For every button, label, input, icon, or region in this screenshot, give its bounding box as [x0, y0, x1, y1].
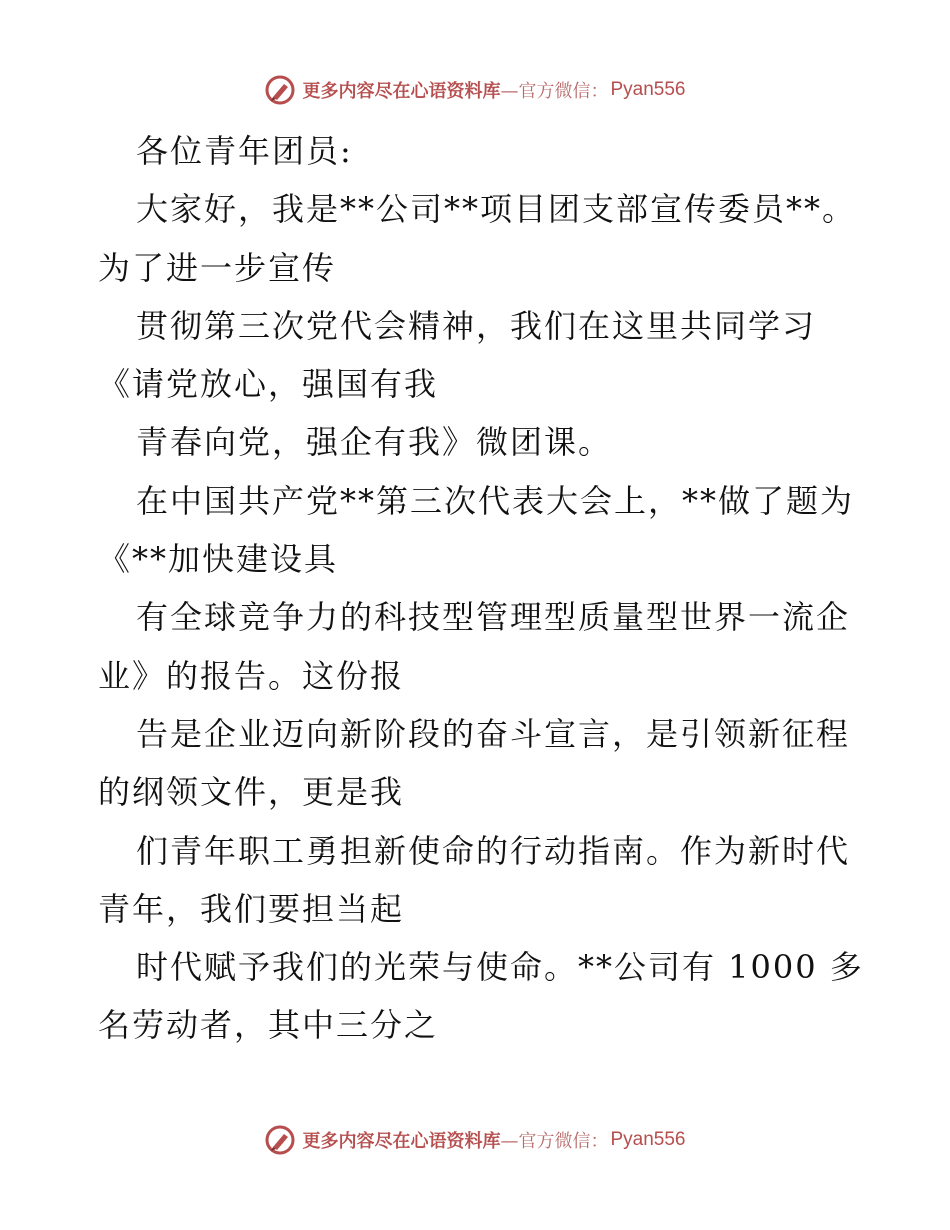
body-line: 时代赋予我们的光荣与使命。**公司有 1000 多 — [136, 948, 864, 987]
body-line: 贯彻第三次党代会精神，我们在这里共同学习 — [136, 306, 817, 345]
body-line: 青年，我们要担当起 — [98, 889, 405, 928]
banner-wechat-id: Pyan556 — [610, 1129, 686, 1150]
banner-main-text: 更多内容尽在心语资料库 — [302, 81, 501, 102]
body-line: 青春向党，强企有我》微团课。 — [136, 423, 613, 462]
header-watermark-banner — [0, 70, 950, 110]
body-line: 业》的报告。这份报 — [98, 656, 405, 695]
banner-main-text: 更多内容尽在心语资料库 — [302, 1131, 501, 1152]
body-line: 名劳动者，其中三分之 — [98, 1006, 439, 1045]
document-body — [98, 122, 864, 1055]
body-line: 在中国共产党**第三次代表大会上，**做了题为 — [136, 481, 855, 520]
pen-logo-icon — [264, 74, 296, 106]
body-line: 大家好，我是**公司**项目团支部宣传委员**。 — [136, 190, 857, 229]
body-line: 们青年职工勇担新使命的行动指南。作为新时代 — [136, 831, 851, 870]
body-line: 的纲领文件，更是我 — [98, 773, 405, 812]
body-line: 《请党放心，强国有我 — [98, 365, 439, 404]
banner-sub-text: —官方微信： — [500, 81, 609, 102]
footer-watermark-banner — [0, 1120, 950, 1160]
body-line: 各位青年团员: — [136, 132, 353, 170]
pen-logo-icon — [264, 1124, 296, 1156]
body-line: 有全球竞争力的科技型管理型质量型世界一流企 — [136, 598, 851, 637]
body-line: 告是企业迈向新阶段的奋斗宣言，是引领新征程 — [136, 714, 851, 753]
banner-sub-text: —官方微信： — [500, 1131, 609, 1152]
banner-wechat-id: Pyan556 — [610, 79, 686, 100]
body-line: 为了进一步宣传 — [98, 248, 337, 287]
body-line: 《**加快建设具 — [98, 540, 339, 579]
